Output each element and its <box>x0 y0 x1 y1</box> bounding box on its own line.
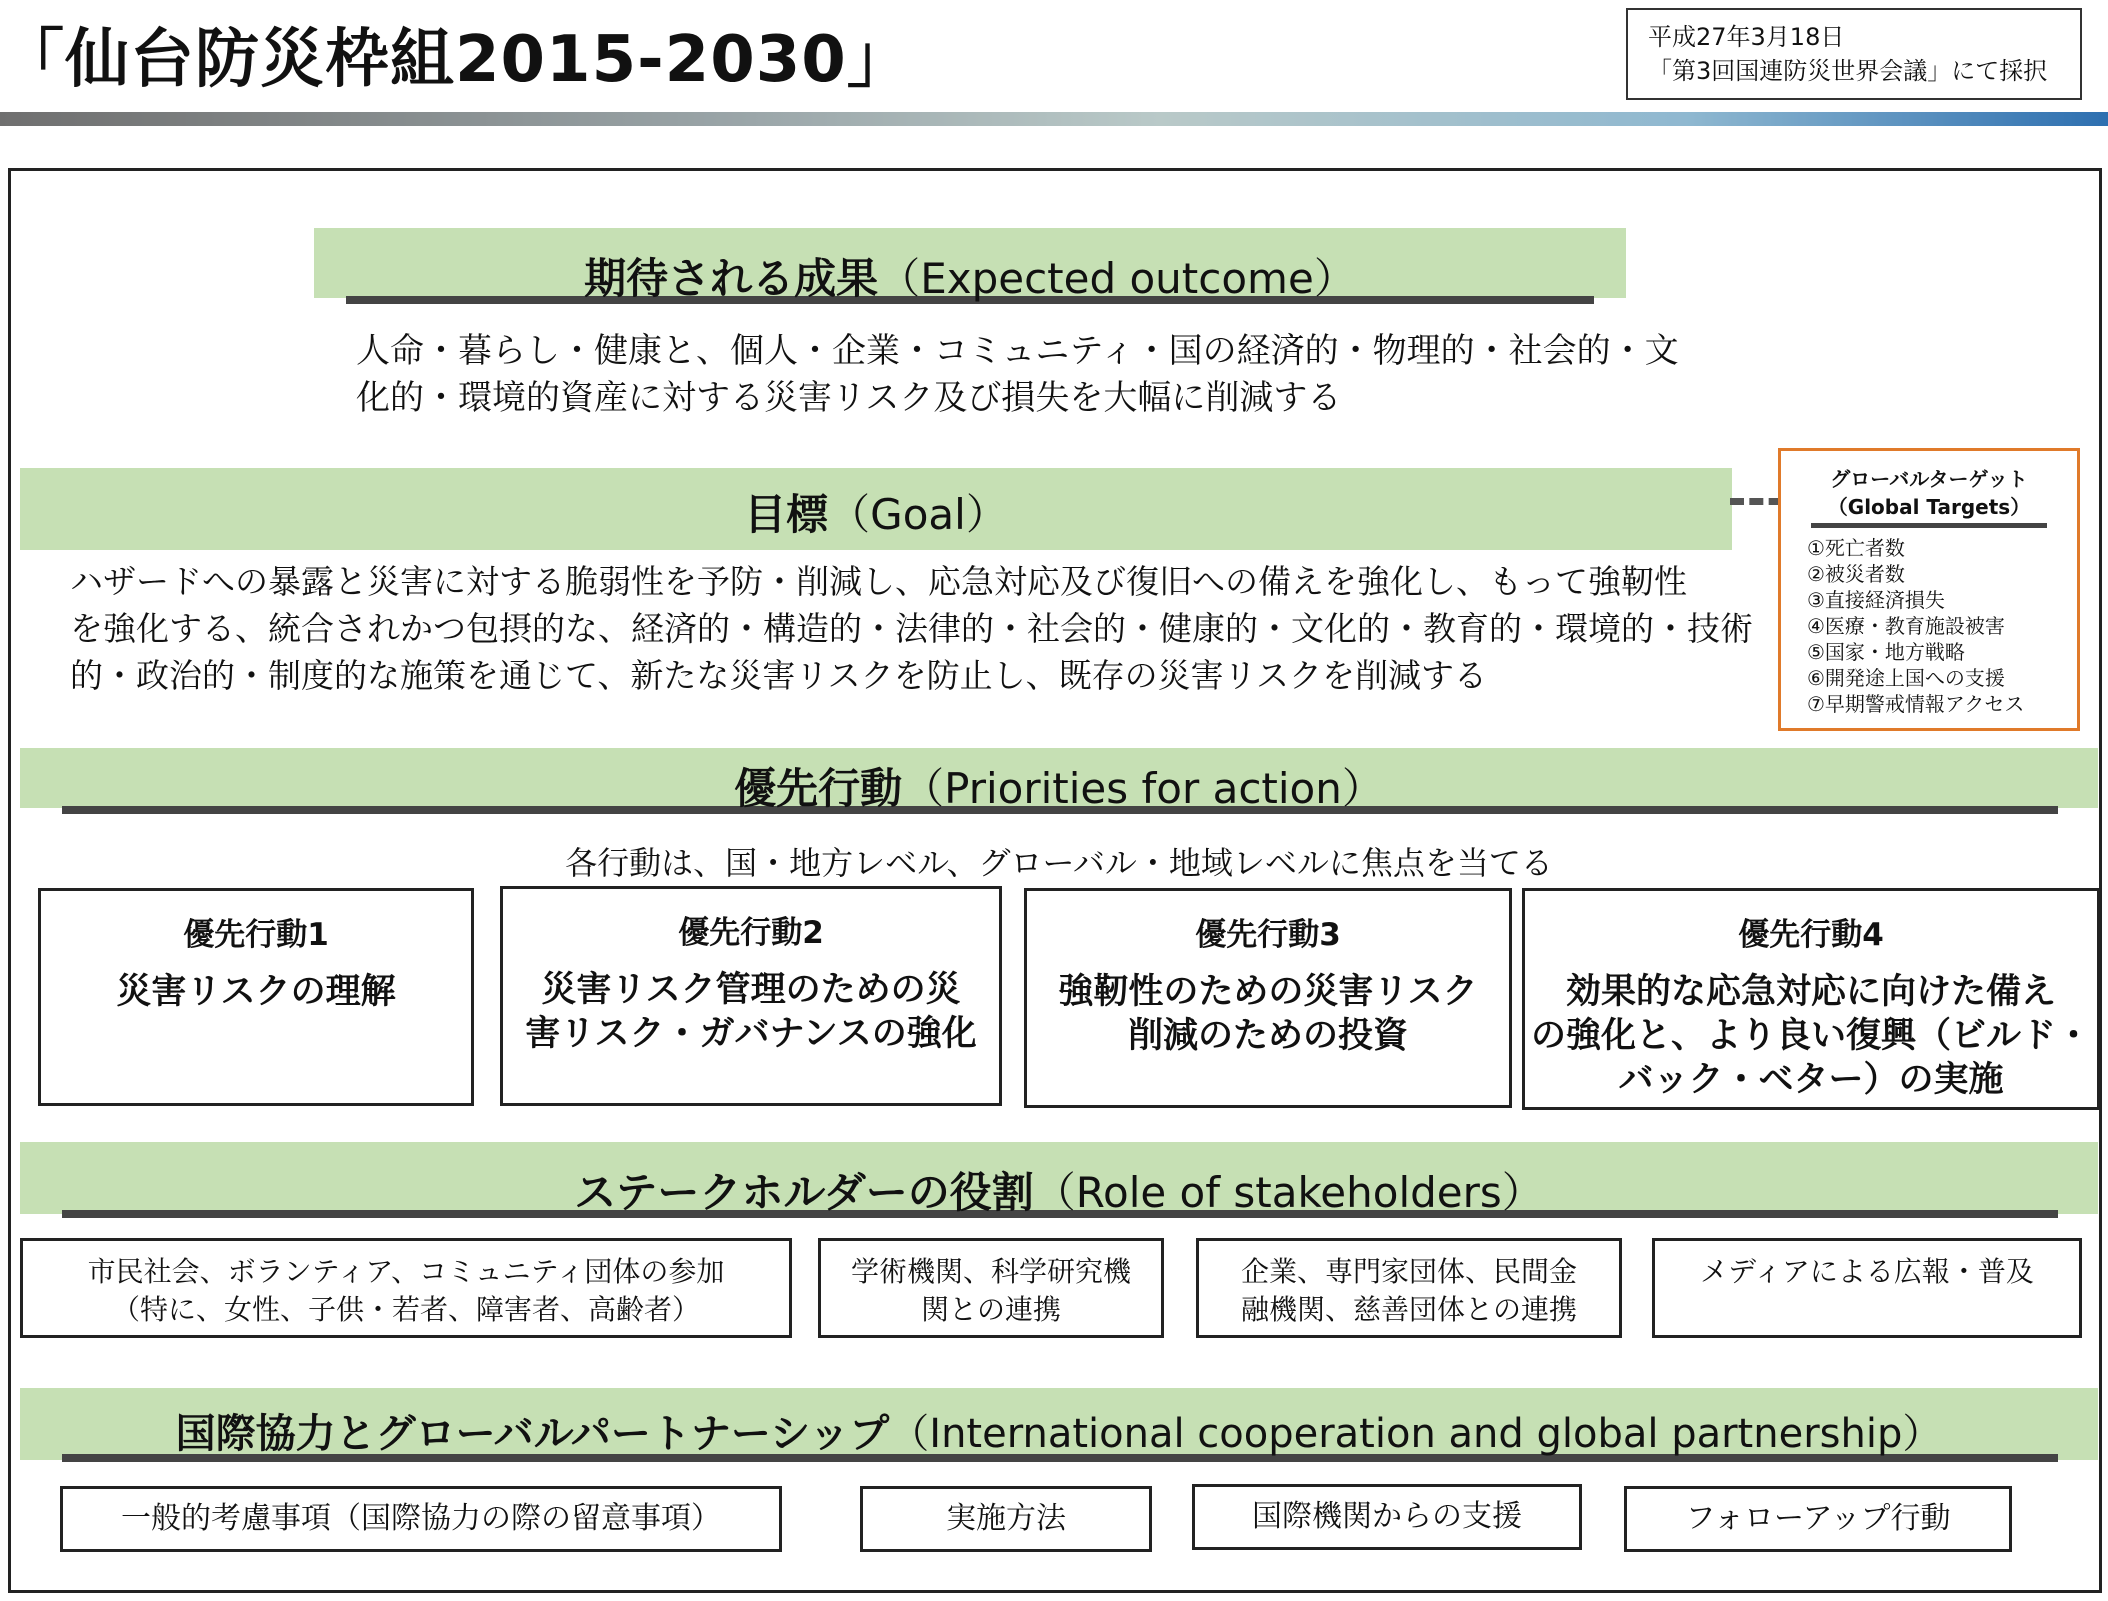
priority-card-text: 強靭性のための災害リスク 削減のための投資 <box>1058 972 1478 1056</box>
priority-card-text: 効果的な応急対応に向けた備え の強化と、より良い復興（ビルド・ バック・ベター）の実施 <box>1530 972 2091 1100</box>
global-target-item: ②被災者数 <box>1807 562 1905 586</box>
outcome-line: 化的・環境的資産に対する災害リスク及び損失を大幅に削減する <box>356 378 1342 418</box>
international-item-general: 一般的考慮事項（国際協力の際の留意事項） <box>60 1486 782 1552</box>
priority-card-title: 優先行動2 <box>678 915 824 951</box>
global-target-item: ③直接経済損失 <box>1807 588 1945 612</box>
goal-line: ハザードへの暴露と災害に対する脆弱性を予防・削減し、応急対応及び復旧への備えを強化し、もって強靭性 <box>70 562 1687 601</box>
outcome-heading-en: （Expected outcome） <box>878 254 1356 303</box>
international-heading-jp: 国際協力とグローバルパートナーシップ <box>175 1411 890 1457</box>
outcome-text <box>356 328 1679 422</box>
priority-card-3 <box>1024 888 1512 1108</box>
priority-card-text: 災害リスクの理解 <box>116 972 396 1012</box>
global-target-item: ①死亡者数 <box>1807 536 1905 560</box>
stakeholders-heading <box>20 1160 2098 1220</box>
stakeholder-box-civil-society: 市民社会、ボランティア、コミュニティ団体の参加 （特に、女性、子供・若者、障害者、高齢者） <box>20 1238 792 1338</box>
priority-card-2 <box>500 886 1002 1106</box>
outcome-line: 人命・暮らし・健康と、個人・企業・コミュニティ・国の経済的・物理的・社会的・文 <box>356 331 1679 371</box>
global-targets-rule <box>1811 523 2047 528</box>
international-item-support: 国際機関からの支援 <box>1192 1484 1582 1550</box>
goal-heading <box>20 482 1732 542</box>
priority-card-title: 優先行動3 <box>1195 917 1341 953</box>
global-target-item: ⑥開発途上国への支援 <box>1807 666 2005 690</box>
adoption-date: 平成27年3月18日 <box>1648 23 1845 51</box>
international-heading <box>20 1402 2098 1459</box>
priority-card-text: 災害リスク管理のための災 害リスク・ガバナンスの強化 <box>525 970 977 1054</box>
stakeholder-box-business: 企業、専門家団体、民間金 融機関、慈善団体との連携 <box>1196 1238 1622 1338</box>
global-target-item: ⑤国家・地方戦略 <box>1807 640 1965 664</box>
priority-card-title: 優先行動4 <box>1738 917 1884 953</box>
priorities-heading-jp: 優先行動 <box>734 764 903 813</box>
goal-line: を強化する、統合されかつ包摂的な、経済的・構造的・法律的・社会的・健康的・文化的・教育的・環境的・技術 <box>70 609 1753 648</box>
global-target-item: ④医療・教育施設被害 <box>1807 614 2005 638</box>
global-target-item: ⑦早期警戒情報アクセス <box>1807 692 2025 716</box>
international-item-means: 実施方法 <box>860 1486 1152 1552</box>
priority-card-1 <box>38 888 474 1106</box>
outcome-heading-jp: 期待される成果 <box>584 254 879 303</box>
global-targets-box <box>1778 448 2080 731</box>
stakeholders-heading-jp: ステークホルダーの役割 <box>574 1168 1034 1217</box>
stakeholder-box-media: メディアによる広報・普及 <box>1652 1238 2082 1338</box>
stakeholders-heading-en: （Role of stakeholders） <box>1033 1168 1544 1217</box>
adoption-event: 「第3回国連防災世界会議」にて採択 <box>1648 57 2048 85</box>
global-targets-title: グローバルターゲット （Global Targets） <box>1827 467 2031 519</box>
goal-heading-en: （Goal） <box>828 490 1008 539</box>
page-title: 「仙台防災枠組2015-2030」 <box>0 23 912 97</box>
header-gradient-rule <box>0 112 2108 126</box>
priorities-heading <box>20 756 2098 816</box>
international-heading-en: （International cooperation and global partnership） <box>889 1411 1943 1457</box>
stakeholder-box-academia: 学術機関、科学研究機 関との連携 <box>818 1238 1164 1338</box>
international-item-followup: フォローアップ行動 <box>1624 1486 2012 1552</box>
priorities-subtitle: 各行動は、国・地方レベル、グローバル・地域レベルに焦点を当てる <box>565 844 1553 882</box>
adoption-date-box <box>1626 8 2082 100</box>
goal-heading-jp: 目標 <box>744 490 829 539</box>
goal-line: 的・政治的・制度的な施策を通じて、新たな災害リスクを防止し、既存の災害リスクを削減する <box>70 656 1488 695</box>
goal-text <box>70 558 1753 699</box>
priorities-heading-en: （Priorities for action） <box>902 764 1384 813</box>
outcome-heading <box>314 246 1626 306</box>
priority-card-title: 優先行動1 <box>183 917 329 953</box>
priority-card-4 <box>1522 888 2100 1110</box>
